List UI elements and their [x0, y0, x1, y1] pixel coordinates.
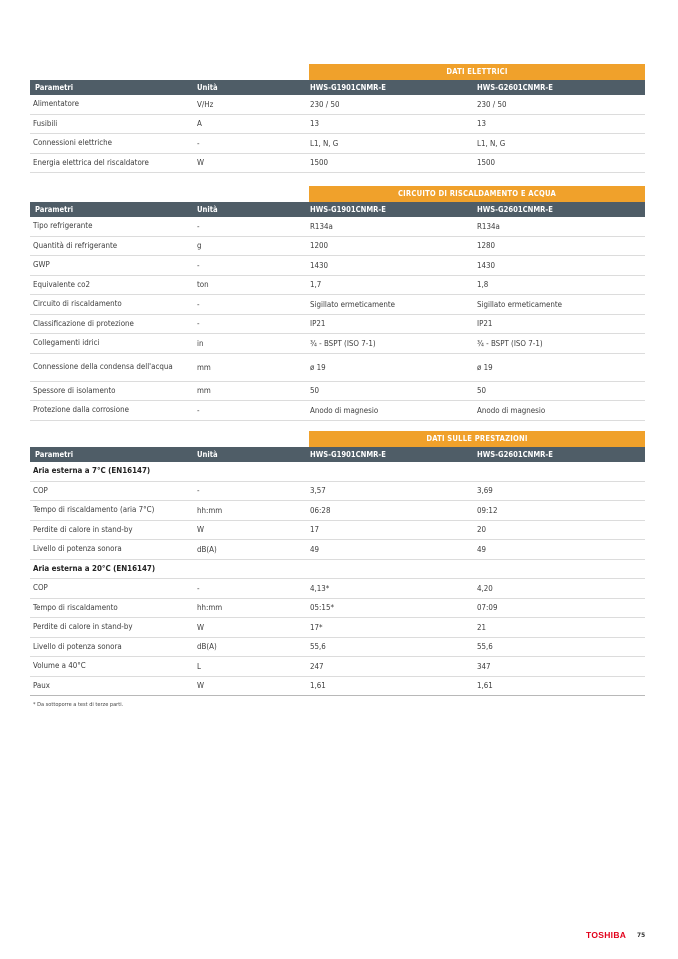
value-cell-1: 06:28	[310, 505, 331, 515]
unit-cell: dB(A)	[197, 642, 217, 652]
value-cell-1: 13	[310, 119, 320, 129]
value-cell-1: 17	[310, 525, 320, 535]
value-cell-2: 1430	[477, 260, 496, 270]
value-cell-2: L1, N, G	[477, 138, 506, 148]
table-row	[30, 115, 645, 135]
param-cell: Equivalente co2	[33, 279, 91, 289]
table-row	[30, 657, 645, 677]
header-model-1: HWS-G1901CNMR-E	[310, 205, 386, 214]
value-cell-1: 230 / 50	[310, 99, 340, 109]
table-row	[30, 401, 645, 421]
value-cell-1: 49	[310, 544, 320, 554]
value-cell-1: 4,13*	[310, 583, 330, 593]
value-cell-2: 55,6	[477, 642, 493, 652]
param-cell: Spessore di isolamento	[33, 385, 116, 395]
value-cell-2: 1,8	[477, 280, 489, 290]
header-unita: Unità	[197, 205, 218, 214]
value-cell-1: 3,57	[310, 486, 326, 496]
value-cell-1: IP21	[310, 319, 326, 329]
header-unita: Unità	[197, 83, 218, 92]
table-dati-elettrici	[30, 64, 645, 173]
value-cell-1: Anodo di magnesio	[310, 405, 379, 415]
value-cell-2: 21	[477, 622, 487, 632]
header-parametri: Parametri	[35, 449, 74, 459]
value-cell-2: 20	[477, 525, 487, 535]
unit-cell: -	[197, 486, 200, 496]
param-cell: Livello di potenza sonora	[33, 641, 122, 651]
table-row	[30, 521, 645, 541]
unit-cell: A	[197, 119, 202, 129]
param-cell: Quantità di refrigerante	[33, 240, 118, 250]
param-cell: Connessioni elettriche	[33, 138, 113, 148]
unit-cell: -	[197, 319, 200, 329]
subsection-title: Aria esterna a 7°C (EN16147)	[33, 466, 151, 476]
unit-cell: in	[197, 338, 204, 348]
table-dati-prestazioni	[30, 431, 645, 696]
subsection-heading	[30, 560, 645, 580]
subsection-title: Aria esterna a 20°C (EN16147)	[33, 563, 156, 573]
page-number: 75	[637, 931, 646, 939]
value-cell-2: Anodo di magnesio	[477, 405, 546, 415]
table-row	[30, 599, 645, 619]
header-parametri: Parametri	[35, 204, 74, 214]
unit-cell: mm	[197, 362, 211, 372]
table-row	[30, 482, 645, 502]
value-cell-2: 4,20	[477, 583, 493, 593]
value-cell-1: 1,61	[310, 681, 326, 691]
header-model-1: HWS-G1901CNMR-E	[310, 83, 386, 92]
value-cell-2: IP21	[477, 319, 493, 329]
header-model-1: HWS-G1901CNMR-E	[310, 450, 386, 459]
table-row	[30, 618, 645, 638]
value-cell-1: 17*	[310, 622, 323, 632]
value-cell-1: 1,7	[310, 280, 322, 290]
value-cell-2: Sigillato ermeticamente	[477, 299, 563, 309]
section-band-title: CIRCUITO DI RISCALDAMENTO E ACQUA	[309, 186, 645, 202]
table-header	[30, 447, 645, 462]
section-band-title: DATI SULLE PRESTAZIONI	[309, 431, 645, 447]
value-cell-1: ø 19	[310, 362, 326, 372]
value-cell-2: 3,69	[477, 486, 493, 496]
table-row	[30, 237, 645, 257]
param-cell: Tempo di riscaldamento	[33, 602, 118, 612]
unit-cell: -	[197, 583, 200, 593]
unit-cell: W	[197, 525, 205, 535]
value-cell-1: 1430	[310, 260, 329, 270]
param-cell: Fusibili	[33, 118, 58, 128]
value-cell-2: 13	[477, 119, 487, 129]
section-band-title: DATI ELETTRICI	[309, 64, 645, 80]
value-cell-1: 1500	[310, 158, 329, 168]
value-cell-1: Sigillato ermeticamente	[310, 299, 396, 309]
unit-cell: V/Hz	[197, 99, 214, 109]
table-row	[30, 315, 645, 335]
value-cell-1: 1200	[310, 241, 329, 251]
value-cell-1: L1, N, G	[310, 138, 339, 148]
param-cell: Classificazione di protezione	[33, 318, 134, 328]
value-cell-2: 09:12	[477, 505, 498, 515]
unit-cell: -	[197, 221, 200, 231]
param-cell: Energia elettrica del riscaldatore	[33, 157, 149, 167]
subsection-heading	[30, 462, 645, 482]
table-row	[30, 382, 645, 402]
param-cell: Protezione dalla corrosione	[33, 405, 129, 415]
param-cell: Paux	[33, 680, 50, 690]
table-row	[30, 334, 645, 354]
param-cell: Livello di potenza sonora	[33, 544, 122, 554]
value-cell-1: 247	[310, 661, 324, 671]
value-cell-1: ¾ - BSPT (ISO 7-1)	[310, 338, 376, 348]
value-cell-2: R134a	[477, 221, 500, 231]
unit-cell: W	[197, 158, 205, 168]
header-parametri: Parametri	[35, 82, 74, 92]
unit-cell: -	[197, 138, 200, 148]
footnote: * Da sottoporre a test di terze parti.	[33, 702, 124, 708]
table-row	[30, 677, 645, 697]
value-cell-2: 230 / 50	[477, 99, 507, 109]
table-row	[30, 540, 645, 560]
table-row	[30, 295, 645, 315]
param-cell: Alimentatore	[33, 99, 79, 109]
param-cell: GWP	[33, 260, 50, 270]
value-cell-2: 1,61	[477, 681, 493, 691]
unit-cell: L	[197, 661, 201, 671]
unit-cell: hh:mm	[197, 505, 223, 515]
value-cell-2: 1280	[477, 241, 496, 251]
unit-cell: W	[197, 622, 205, 632]
param-cell: Connessione della condensa dell'acqua	[33, 362, 173, 371]
value-cell-2: ¾ - BSPT (ISO 7-1)	[477, 338, 543, 348]
unit-cell: ton	[197, 280, 209, 290]
param-cell: Tempo di riscaldamento (aria 7°C)	[33, 505, 155, 515]
unit-cell: hh:mm	[197, 603, 223, 613]
table-row	[30, 154, 645, 174]
table-row	[30, 217, 645, 237]
table-row	[30, 256, 645, 276]
value-cell-2: 347	[477, 661, 491, 671]
toshiba-logo: TOSHIBA	[586, 930, 627, 940]
value-cell-2: 1500	[477, 158, 496, 168]
unit-cell: mm	[197, 386, 211, 396]
table-row	[30, 579, 645, 599]
param-cell: Perdite di calore in stand-by	[33, 622, 133, 632]
unit-cell: -	[197, 299, 200, 309]
header-model-2: HWS-G2601CNMR-E	[477, 205, 553, 214]
value-cell-2: ø 19	[477, 362, 493, 372]
unit-cell: dB(A)	[197, 544, 217, 554]
value-cell-1: R134a	[310, 221, 333, 231]
param-cell: Tipo refrigerante	[33, 221, 93, 231]
unit-cell: -	[197, 260, 200, 270]
header-model-2: HWS-G2601CNMR-E	[477, 83, 553, 92]
param-cell: Perdite di calore in stand-by	[33, 524, 133, 534]
header-model-2: HWS-G2601CNMR-E	[477, 450, 553, 459]
param-cell: Circuito di riscaldamento	[33, 299, 122, 309]
table-header	[30, 202, 645, 217]
unit-cell: W	[197, 681, 205, 691]
table-row	[30, 276, 645, 296]
value-cell-1: 55,6	[310, 642, 326, 652]
table-circuito-riscaldamento	[30, 186, 645, 421]
value-cell-2: 07:09	[477, 603, 498, 613]
value-cell-2: 49	[477, 544, 487, 554]
value-cell-2: 50	[477, 386, 487, 396]
value-cell-1: 05:15*	[310, 603, 335, 613]
param-cell: Collegamenti idrici	[33, 338, 100, 348]
unit-cell: g	[197, 241, 202, 251]
table-row	[30, 134, 645, 154]
table-row	[30, 501, 645, 521]
table-row	[30, 95, 645, 115]
table-header	[30, 80, 645, 95]
param-cell: Volume a 40°C	[33, 661, 86, 671]
unit-cell: -	[197, 405, 200, 415]
param-cell: COP	[33, 485, 48, 495]
table-row	[30, 638, 645, 658]
value-cell-1: 50	[310, 386, 320, 396]
table-row	[30, 354, 645, 382]
header-unita: Unità	[197, 450, 218, 459]
param-cell: COP	[33, 583, 48, 593]
